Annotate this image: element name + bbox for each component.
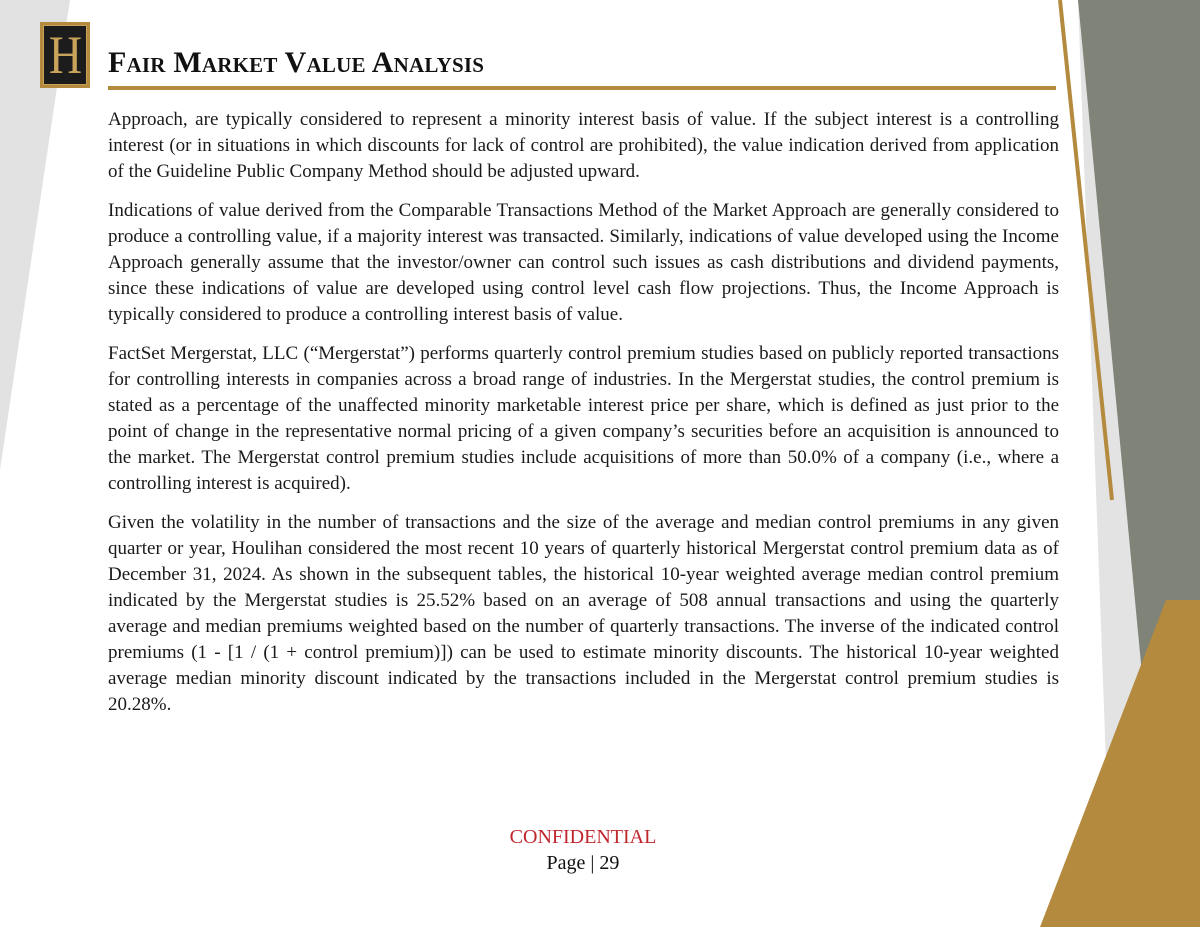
logo-letter: H [48, 25, 82, 85]
company-logo [40, 22, 90, 88]
page-title: Fair Market Value Analysis [108, 46, 485, 79]
paragraph-2: Indications of value derived from the Comparable Transactions Method of the Market Approach are generally considered to produce a controlling value, if a majority interest was transacted. Similarly, indications of value developed using the Income Approach generally assume that the investor/owner can control such issues as cash distributions and dividend payments, since these indications of value are developed using control level cash flow projections. Thus, the Income Approach is typically considered to produce a controlling interest basis of value. [108, 200, 1059, 325]
title-underline [108, 86, 1056, 90]
logo-frame [43, 25, 87, 85]
page-number: Page | 29 [546, 852, 620, 874]
paragraph-1: Approach, are typically considered to represent a minority interest basis of value. If the subject interest is a controlling interest (or in situations in which discounts for lack of control are prohibited), the value indication derived from application of the Guideline Public Company Method should be adjusted upward. [108, 109, 1059, 182]
body-text [108, 107, 1059, 731]
page-footer [0, 824, 1166, 876]
confidential-label: CONFIDENTIAL [509, 826, 657, 848]
paragraph-3: FactSet Mergerstat, LLC (“Mergerstat”) performs quarterly control premium studies based on publicly reported transactions for controlling interests in companies across a broad range of industries. In the Mergerstat studies, the control premium is stated as a percentage of the unaffected minority marketable interest price per share, which is defined as just prior to the point of change in the representative normal pricing of a given company’s securities before an acquisition is announced to the market. The Mergerstat control premium studies include acquisitions of more than 50.0% of a company (i.e., where a controlling interest is acquired). [108, 343, 1059, 494]
paragraph-4: Given the volatility in the number of transactions and the size of the average and median control premiums in any given quarter or year, Houlihan considered the most recent 10 years of quarterly historical Mergerstat control premium data as of December 31, 2024. As shown in the subsequent tables, the historical 10-year weighted average median control premium indicated by the Mergerstat studies is 25.52% based on an average of 508 annual transactions and using the quarterly average and median premiums weighted based on the number of quarterly transactions. The inverse of the indicated control premiums (1 - [1 / (1 + control premium)]) can be used to estimate minority discounts. The historical 10-year weighted average median minority discount indicated by the transactions included in the Mergerstat control premium studies is 20.28%. [108, 512, 1059, 715]
